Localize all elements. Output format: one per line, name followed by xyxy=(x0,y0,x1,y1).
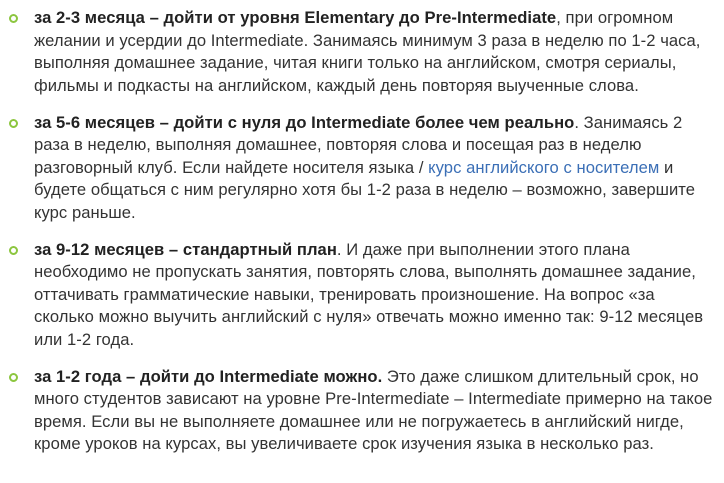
item-heading: за 2-3 месяца – дойти от уровня Elementary до Pre-Intermediate xyxy=(34,8,557,27)
list-item xyxy=(0,7,714,97)
item-text: . Занимаясь 2 раза в неделю, выполняя домашнее, повторяя слова и посещая раз в неделю разговорный клуб. Если найдете носителя языка / xyxy=(34,112,683,177)
item-text: Это даже слишком длительный срок, но много студентов зависают на уровне Pre-Intermediate – Intermediate примерно на такое время. Если вы не выполняете домашнее или не погружаетесь в английский нигде, кроме уроков на курсах, вы увеличиваете срок изучения языка в несколько раз. xyxy=(34,366,713,453)
bullet-circle-icon xyxy=(9,246,18,255)
item-text: . И даже при выполнении этого плана необходимо не пропускать занятия, повторять слова, выполнять домашнее задание, оттачивать грамматические навыки, тренировать произношение. На вопрос «за сколько можно выучить английский с нуля» отвечать можно именно так: 9-12 месяцев или 1-2 года. xyxy=(34,239,704,349)
bullet-circle-icon xyxy=(9,119,18,128)
native-speaker-course-link[interactable]: курс английского с носителем xyxy=(428,157,660,177)
item-text-continued: и будете общаться с ним регулярно хотя бы 1-2 раза в неделю – возможно, завершите курс раньше. xyxy=(34,157,696,222)
item-heading: за 1-2 года – дойти до Intermediate можно. xyxy=(34,366,383,386)
list-item xyxy=(0,366,714,456)
item-heading: за 5-6 месяцев – дойти с нуля до Intermediate более чем реально xyxy=(34,112,575,132)
item-heading: за 9-12 месяцев – стандартный план xyxy=(34,239,337,259)
list-item xyxy=(0,239,714,352)
bullet-circle-icon xyxy=(9,14,18,23)
item-text: , при огромном желании и усердии до Intermediate. Занимаясь минимум 3 раза в неделю по 1-2 часа, выполняя домашнее задание, читая книги только на английском, смотря сериалы, фильмы и подкасты на английском, каждый день повторяя выученные слова. xyxy=(34,8,701,95)
bullet-circle-icon xyxy=(9,373,18,382)
list-item xyxy=(0,112,714,225)
